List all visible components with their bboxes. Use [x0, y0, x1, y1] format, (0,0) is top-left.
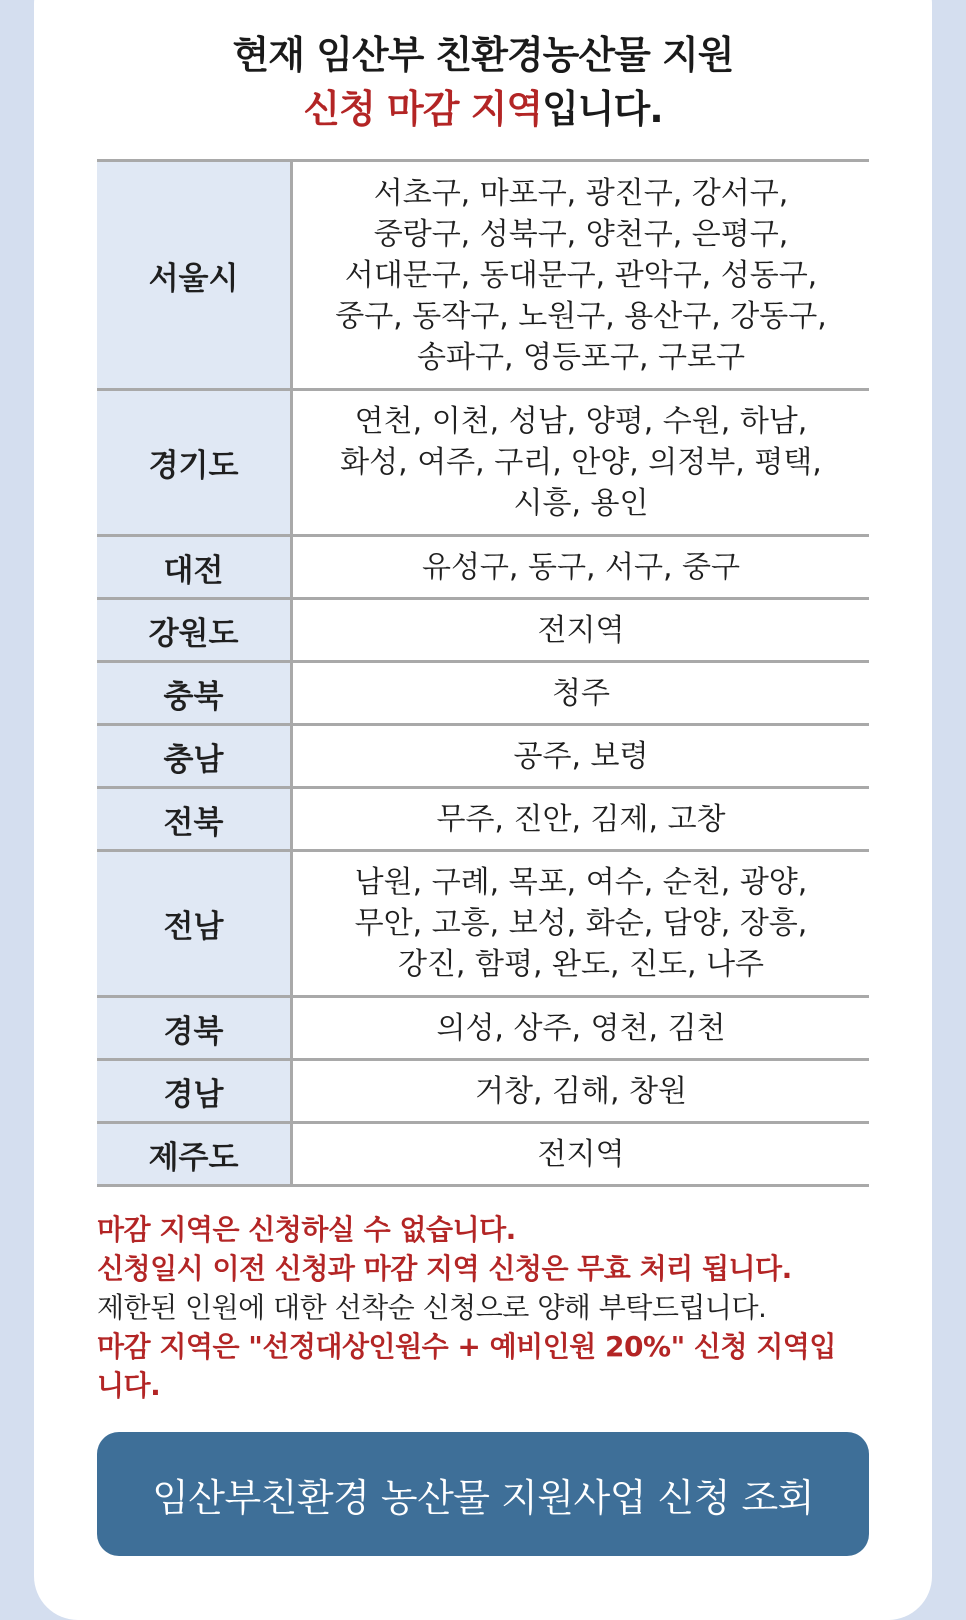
region-name: 대전	[97, 536, 292, 599]
area-line: 무주, 진안, 김제, 고창	[436, 801, 726, 837]
notice-line: 마감 지역은 "선정대상인원수 + 예비인원 20%" 신청 지역입	[97, 1330, 836, 1363]
region-areas	[292, 161, 870, 390]
region-name: 경기도	[97, 390, 292, 536]
area-line: 남원, 구례, 목포, 여수, 순천, 광양,	[354, 865, 808, 900]
area-line: 거창, 김해, 창원	[474, 1073, 688, 1109]
table-row	[97, 536, 869, 599]
region-areas	[292, 1123, 870, 1186]
region-name: 경북	[97, 997, 292, 1060]
area-line: 무안, 고흥, 보성, 화순, 담양, 장흥,	[354, 906, 808, 941]
table-row	[97, 662, 869, 725]
heading-line-2	[34, 82, 932, 136]
table-row	[97, 1123, 869, 1186]
table-row	[97, 390, 869, 536]
region-areas	[292, 788, 870, 851]
area-line: 의성, 상주, 영천, 김천	[436, 1010, 726, 1046]
region-areas	[292, 662, 870, 725]
region-areas	[292, 997, 870, 1060]
closed-regions-table	[97, 159, 869, 1187]
area-line: 중구, 동작구, 노원구, 용산구, 강동구,	[335, 298, 827, 334]
notice-line: 니다.	[97, 1369, 161, 1402]
heading-line-1: 현재 임산부 친환경농산물 지원	[232, 33, 734, 77]
region-areas	[292, 390, 870, 536]
heading-highlight: 신청 마감 지역	[303, 87, 543, 131]
region-areas	[292, 725, 870, 788]
notice-line: 마감 지역은 신청하실 수 없습니다.	[97, 1213, 516, 1246]
region-name: 충북	[97, 662, 292, 725]
region-name: 전남	[97, 851, 292, 997]
region-areas	[292, 536, 870, 599]
application-lookup-button[interactable]: 임산부친환경 농산물 지원사업 신청 조회	[97, 1432, 869, 1556]
region-name: 전북	[97, 788, 292, 851]
area-line: 유성구, 동구, 서구, 중구	[421, 549, 741, 585]
area-line: 서대문구, 동대문구, 관악구, 성동구,	[344, 257, 818, 293]
area-line: 송파구, 영등포구, 구로구	[417, 339, 745, 375]
table-row	[97, 788, 869, 851]
table-row	[97, 1060, 869, 1123]
region-areas	[292, 1060, 870, 1123]
area-line: 서초구, 마포구, 광진구, 강서구,	[373, 175, 789, 211]
region-name: 강원도	[97, 599, 292, 662]
page-heading	[34, 28, 932, 136]
area-line: 연천, 이천, 성남, 양평, 수원, 하남,	[354, 404, 808, 439]
area-line: 시흥, 용인	[513, 486, 649, 521]
table-row	[97, 851, 869, 997]
region-areas	[292, 851, 870, 997]
notice-text	[97, 1210, 869, 1405]
area-line: 청주	[552, 675, 610, 711]
region-name: 제주도	[97, 1123, 292, 1186]
table-row	[97, 161, 869, 390]
notice-line: 신청일시 이전 신청과 마감 지역 신청은 무효 처리 됩니다.	[97, 1252, 792, 1285]
area-line: 중랑구, 성북구, 양천구, 은평구,	[373, 216, 789, 252]
area-line: 강진, 함평, 완도, 진도, 나주	[397, 947, 765, 982]
heading-suffix: 입니다.	[542, 87, 663, 131]
area-line: 전지역	[537, 1136, 625, 1172]
area-line: 공주, 보령	[513, 738, 649, 774]
table-row	[97, 725, 869, 788]
region-name: 서울시	[97, 161, 292, 390]
region-name: 충남	[97, 725, 292, 788]
region-name: 경남	[97, 1060, 292, 1123]
area-line: 화성, 여주, 구리, 안양, 의정부, 평택,	[340, 445, 822, 480]
area-line: 전지역	[537, 612, 625, 648]
table-row	[97, 599, 869, 662]
notice-line: 제한된 인원에 대한 선착순 신청으로 양해 부탁드립니다.	[97, 1291, 767, 1324]
region-areas	[292, 599, 870, 662]
table-row	[97, 997, 869, 1060]
